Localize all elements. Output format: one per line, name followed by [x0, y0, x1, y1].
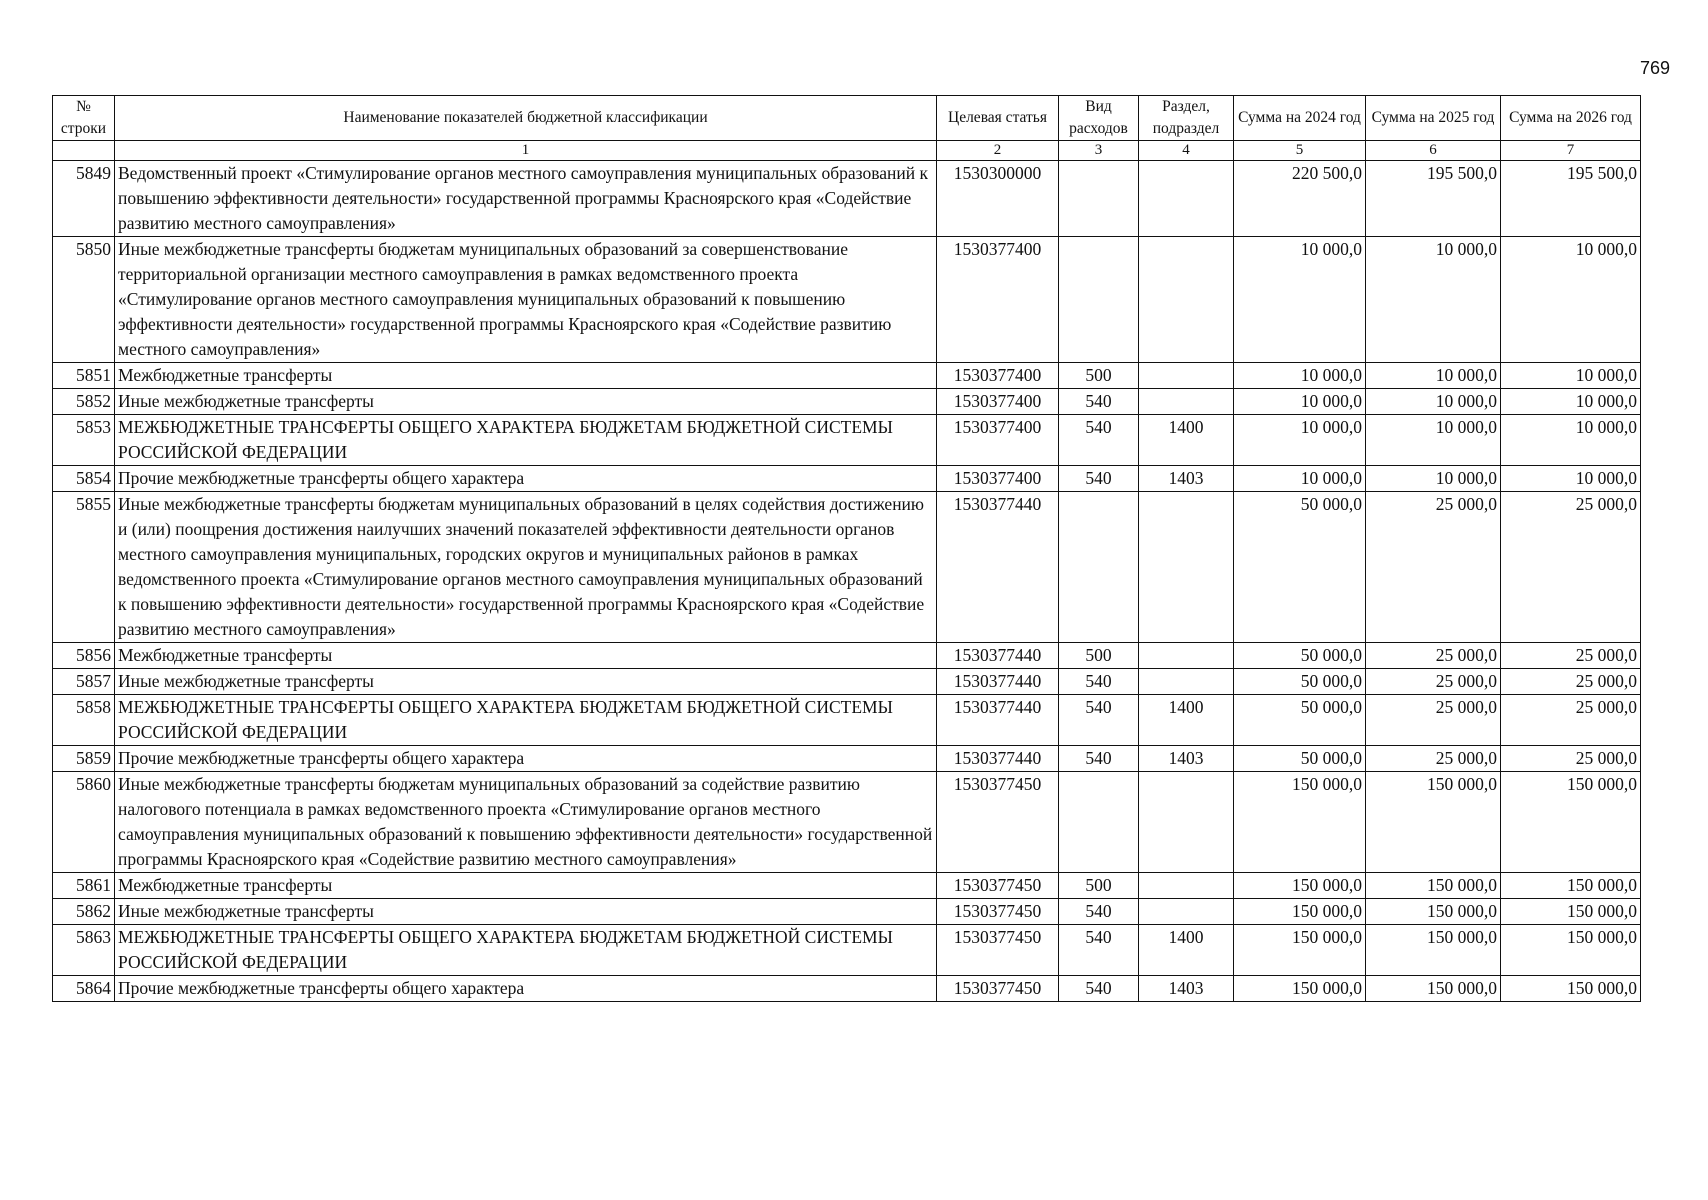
target-article-code: 1530377440 [937, 746, 1059, 772]
section-code: 1403 [1139, 466, 1234, 492]
expense-type-code: 500 [1059, 873, 1139, 899]
row-name: Прочие межбюджетные трансферты общего характера [115, 976, 937, 1002]
sum-2025-value: 150 000,0 [1366, 899, 1501, 925]
row-number: 5850 [53, 237, 115, 363]
sum-2024-value: 50 000,0 [1234, 643, 1366, 669]
sum-2024-value: 10 000,0 [1234, 466, 1366, 492]
row-number: 5862 [53, 899, 115, 925]
row-name: МЕЖБЮДЖЕТНЫЕ ТРАНСФЕРТЫ ОБЩЕГО ХАРАКТЕРА БЮДЖЕТАМ БЮДЖЕТНОЙ СИСТЕМЫ РОССИЙСКОЙ ФЕДЕРАЦИИ [115, 925, 937, 976]
sum-2026-value: 195 500,0 [1501, 161, 1641, 237]
target-article-code: 1530377450 [937, 925, 1059, 976]
column-number: 3 [1059, 141, 1139, 161]
row-name: Иные межбюджетные трансферты бюджетам муниципальных образований за совершенствование территориальной организации местного самоуправления в рамках ведомственного проекта «Стимулирование органов местного самоуправления муниципальных образований к повышению эффективности деятельности» государственной программы Красноярского края «Содействие развитию местного самоуправления» [115, 237, 937, 363]
sum-2025-value: 10 000,0 [1366, 237, 1501, 363]
sum-2026-value: 10 000,0 [1501, 466, 1641, 492]
section-code [1139, 389, 1234, 415]
expense-type-code: 540 [1059, 746, 1139, 772]
target-article-code: 1530377440 [937, 492, 1059, 643]
table-row [53, 925, 1641, 976]
expense-type-code: 540 [1059, 415, 1139, 466]
row-name: Межбюджетные трансферты [115, 363, 937, 389]
target-article-code: 1530377450 [937, 772, 1059, 873]
target-article-code: 1530377450 [937, 976, 1059, 1002]
column-number: 4 [1139, 141, 1234, 161]
sum-2024-value: 50 000,0 [1234, 695, 1366, 746]
sum-2026-value: 150 000,0 [1501, 976, 1641, 1002]
sum-2026-value: 25 000,0 [1501, 643, 1641, 669]
sum-2024-value: 150 000,0 [1234, 925, 1366, 976]
section-code: 1400 [1139, 415, 1234, 466]
expense-type-code: 540 [1059, 466, 1139, 492]
sum-2024-value: 150 000,0 [1234, 976, 1366, 1002]
target-article-code: 1530377440 [937, 669, 1059, 695]
sum-2025-value: 25 000,0 [1366, 669, 1501, 695]
sum-2024-value: 10 000,0 [1234, 389, 1366, 415]
column-number: 1 [115, 141, 937, 161]
sum-2025-value: 25 000,0 [1366, 695, 1501, 746]
row-number: 5854 [53, 466, 115, 492]
row-name: МЕЖБЮДЖЕТНЫЕ ТРАНСФЕРТЫ ОБЩЕГО ХАРАКТЕРА БЮДЖЕТАМ БЮДЖЕТНОЙ СИСТЕМЫ РОССИЙСКОЙ ФЕДЕРАЦИИ [115, 695, 937, 746]
table-row [53, 899, 1641, 925]
sum-2025-value: 150 000,0 [1366, 772, 1501, 873]
row-number: 5858 [53, 695, 115, 746]
column-number-row [53, 141, 1641, 161]
row-number: 5852 [53, 389, 115, 415]
expense-type-code: 540 [1059, 899, 1139, 925]
sum-2026-value: 10 000,0 [1501, 363, 1641, 389]
sum-2025-value: 150 000,0 [1366, 925, 1501, 976]
header-target-article: Целевая статья [937, 96, 1059, 141]
column-number: 2 [937, 141, 1059, 161]
target-article-code: 1530377400 [937, 363, 1059, 389]
sum-2024-value: 50 000,0 [1234, 746, 1366, 772]
section-code [1139, 363, 1234, 389]
row-name: Иные межбюджетные трансферты [115, 389, 937, 415]
sum-2025-value: 10 000,0 [1366, 363, 1501, 389]
section-code: 1400 [1139, 695, 1234, 746]
target-article-code: 1530377450 [937, 873, 1059, 899]
header-name: Наименование показателей бюджетной классификации [115, 96, 937, 141]
table-row [53, 772, 1641, 873]
sum-2026-value: 25 000,0 [1501, 746, 1641, 772]
expense-type-code: 540 [1059, 389, 1139, 415]
row-number: 5853 [53, 415, 115, 466]
sum-2026-value: 10 000,0 [1501, 415, 1641, 466]
table-row [53, 161, 1641, 237]
section-code [1139, 899, 1234, 925]
row-name: Межбюджетные трансферты [115, 873, 937, 899]
column-number: 7 [1501, 141, 1641, 161]
sum-2025-value: 10 000,0 [1366, 415, 1501, 466]
row-number: 5864 [53, 976, 115, 1002]
expense-type-code [1059, 161, 1139, 237]
table-row [53, 643, 1641, 669]
sum-2025-value: 150 000,0 [1366, 976, 1501, 1002]
row-number: 5855 [53, 492, 115, 643]
table-row [53, 746, 1641, 772]
sum-2024-value: 50 000,0 [1234, 492, 1366, 643]
target-article-code: 1530377440 [937, 695, 1059, 746]
column-number: 5 [1234, 141, 1366, 161]
expense-type-code [1059, 237, 1139, 363]
sum-2026-value: 25 000,0 [1501, 492, 1641, 643]
table-row [53, 389, 1641, 415]
row-name: Ведомственный проект «Стимулирование органов местного самоуправления муниципальных образований к повышению эффективности деятельности» государственной программы Красноярского края «Содействие развитию местного самоуправления» [115, 161, 937, 237]
row-number: 5851 [53, 363, 115, 389]
section-code [1139, 669, 1234, 695]
sum-2026-value: 150 000,0 [1501, 772, 1641, 873]
sum-2025-value: 10 000,0 [1366, 466, 1501, 492]
row-name: Иные межбюджетные трансферты бюджетам муниципальных образований за содействие развитию налогового потенциала в рамках ведомственного проекта «Стимулирование органов местного самоуправления муниципальных образований к повышению эффективности деятельности» государственной программы Красноярского края «Содействие развитию местного самоуправления» [115, 772, 937, 873]
column-number-blank [53, 141, 115, 161]
header-sum-2026: Сумма на 2026 год [1501, 96, 1641, 141]
row-number: 5856 [53, 643, 115, 669]
sum-2026-value: 25 000,0 [1501, 695, 1641, 746]
table-row [53, 237, 1641, 363]
sum-2026-value: 150 000,0 [1501, 925, 1641, 976]
sum-2026-value: 150 000,0 [1501, 899, 1641, 925]
row-number: 5863 [53, 925, 115, 976]
table-body [53, 161, 1641, 1002]
table-row [53, 492, 1641, 643]
section-code [1139, 643, 1234, 669]
row-name: Иные межбюджетные трансферты [115, 899, 937, 925]
sum-2024-value: 10 000,0 [1234, 363, 1366, 389]
sum-2024-value: 220 500,0 [1234, 161, 1366, 237]
target-article-code: 1530300000 [937, 161, 1059, 237]
row-name: Прочие межбюджетные трансферты общего характера [115, 746, 937, 772]
row-number: 5859 [53, 746, 115, 772]
header-section: Раздел, подраздел [1139, 96, 1234, 141]
table-header-row [53, 96, 1641, 141]
sum-2024-value: 50 000,0 [1234, 669, 1366, 695]
section-code [1139, 161, 1234, 237]
table-row [53, 873, 1641, 899]
expense-type-code: 540 [1059, 669, 1139, 695]
sum-2026-value: 10 000,0 [1501, 389, 1641, 415]
sum-2026-value: 150 000,0 [1501, 873, 1641, 899]
header-sum-2025: Сумма на 2025 год [1366, 96, 1501, 141]
sum-2025-value: 195 500,0 [1366, 161, 1501, 237]
row-name: Иные межбюджетные трансферты бюджетам муниципальных образований в целях содействия достижению и (или) поощрения достижения наилучших значений показателей эффективности деятельности органов местного самоуправления муниципальных, городских округов и муниципальных районов в рамках ведомственного проекта «Стимулирование органов местного самоуправления муниципальных образований к повышению эффективности деятельности» государственной программы Красноярского края «Содействие развитию местного самоуправления» [115, 492, 937, 643]
target-article-code: 1530377400 [937, 389, 1059, 415]
expense-type-code: 540 [1059, 695, 1139, 746]
table-row [53, 976, 1641, 1002]
target-article-code: 1530377450 [937, 899, 1059, 925]
sum-2024-value: 10 000,0 [1234, 415, 1366, 466]
row-number: 5857 [53, 669, 115, 695]
column-number: 6 [1366, 141, 1501, 161]
table-row [53, 363, 1641, 389]
sum-2025-value: 25 000,0 [1366, 746, 1501, 772]
sum-2025-value: 10 000,0 [1366, 389, 1501, 415]
sum-2024-value: 150 000,0 [1234, 772, 1366, 873]
section-code: 1403 [1139, 976, 1234, 1002]
table-row [53, 669, 1641, 695]
section-code [1139, 237, 1234, 363]
row-number: 5861 [53, 873, 115, 899]
expense-type-code [1059, 492, 1139, 643]
sum-2026-value: 10 000,0 [1501, 237, 1641, 363]
sum-2025-value: 25 000,0 [1366, 492, 1501, 643]
section-code: 1403 [1139, 746, 1234, 772]
row-name: Прочие межбюджетные трансферты общего характера [115, 466, 937, 492]
expense-type-code: 500 [1059, 643, 1139, 669]
section-code [1139, 492, 1234, 643]
budget-table [52, 95, 1641, 1002]
row-name: Иные межбюджетные трансферты [115, 669, 937, 695]
sum-2025-value: 150 000,0 [1366, 873, 1501, 899]
row-name: МЕЖБЮДЖЕТНЫЕ ТРАНСФЕРТЫ ОБЩЕГО ХАРАКТЕРА БЮДЖЕТАМ БЮДЖЕТНОЙ СИСТЕМЫ РОССИЙСКОЙ ФЕДЕРАЦИИ [115, 415, 937, 466]
expense-type-code: 540 [1059, 925, 1139, 976]
section-code [1139, 772, 1234, 873]
row-name: Межбюджетные трансферты [115, 643, 937, 669]
target-article-code: 1530377400 [937, 466, 1059, 492]
target-article-code: 1530377400 [937, 415, 1059, 466]
expense-type-code [1059, 772, 1139, 873]
sum-2024-value: 10 000,0 [1234, 237, 1366, 363]
expense-type-code: 500 [1059, 363, 1139, 389]
sum-2025-value: 25 000,0 [1366, 643, 1501, 669]
sum-2024-value: 150 000,0 [1234, 873, 1366, 899]
row-number: 5860 [53, 772, 115, 873]
expense-type-code: 540 [1059, 976, 1139, 1002]
table-row [53, 415, 1641, 466]
sum-2024-value: 150 000,0 [1234, 899, 1366, 925]
page-number: 769 [1639, 58, 1670, 78]
target-article-code: 1530377440 [937, 643, 1059, 669]
header-row-number: № строки [53, 96, 115, 141]
table-row [53, 466, 1641, 492]
header-sum-2024: Сумма на 2024 год [1234, 96, 1366, 141]
section-code [1139, 873, 1234, 899]
section-code: 1400 [1139, 925, 1234, 976]
sum-2026-value: 25 000,0 [1501, 669, 1641, 695]
target-article-code: 1530377400 [937, 237, 1059, 363]
table-row [53, 695, 1641, 746]
header-expense-type: Вид расходов [1059, 96, 1139, 141]
row-number: 5849 [53, 161, 115, 237]
